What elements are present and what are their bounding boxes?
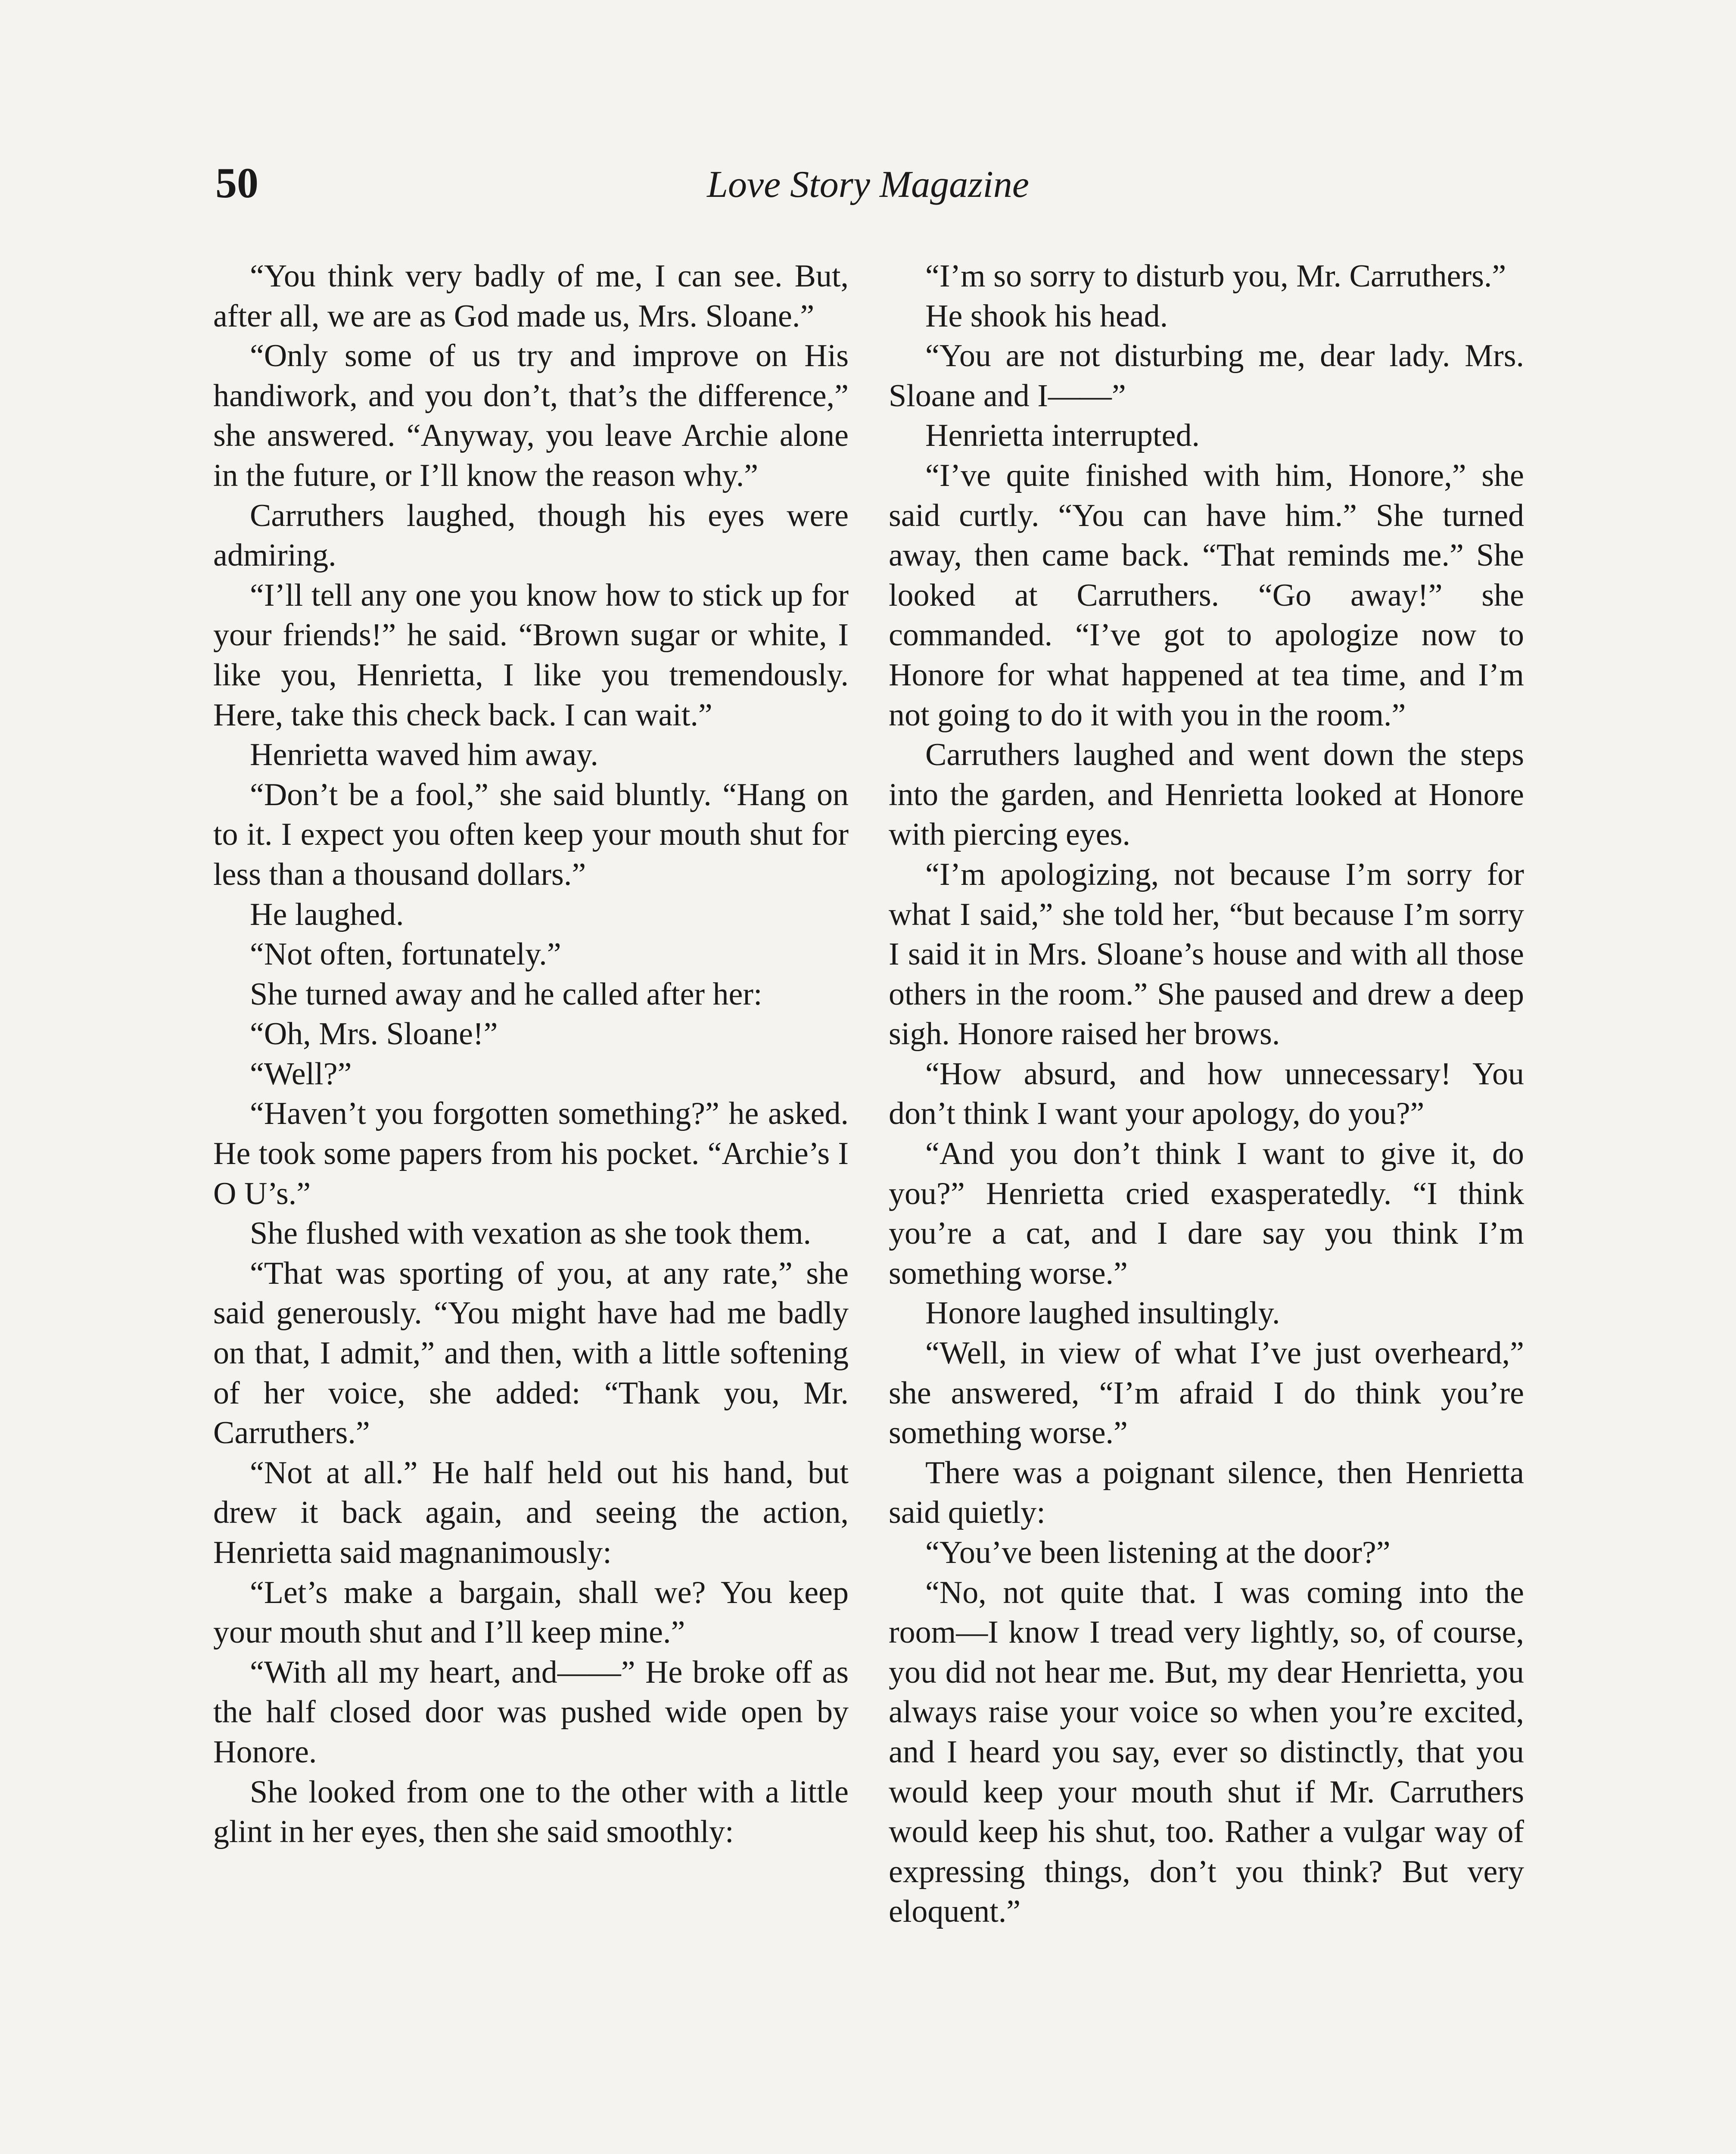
paragraph: He laughed. bbox=[250, 896, 404, 932]
paragraph: “Not often, fortunately.” bbox=[250, 937, 561, 972]
paragraph: “No, not quite that. I was coming into the room—I know I tread very lightly, so, of course, you did not hear me. But, my dear Henrietta, you always raise your voice so when you’re excited, and I heard you say, ever so distinctly, that you would keep your mouth shut if Mr. Carruthers would keep his shut, too. Rather a vulgar way of expressing things, don’t you think? But very eloquent.” bbox=[889, 1575, 1524, 1930]
paragraph: Henrietta interrupted. bbox=[925, 418, 1200, 454]
paragraph: “Don’t be a fool,” she said bluntly. “Hang on to it. I expect you often keep your mouth shut for less than a thousand dollars.” bbox=[213, 777, 849, 892]
paragraph: “Only some of us try and improve on His handiwork, and you don’t, that’s the difference,” she answered. “Anyway, you leave Archie alone in the future, or I’ll know the reason why.” bbox=[213, 338, 849, 493]
paragraph: He shook his head. bbox=[925, 298, 1168, 334]
paragraph: She looked from one to the other with a little glint in her eyes, then she said smoothly: bbox=[213, 1774, 849, 1850]
paragraph: “Oh, Mrs. Sloane!” bbox=[250, 1016, 498, 1052]
paragraph: “I’ve quite finished with him, Honore,” she said curtly. “You can have him.” She turned away, then came back. “That reminds me.” She looked at Carruthers. “Go away!” she commanded. “I’ve got to apologize now to Honore for what happened at tea time, and I’m not going to do it with you in the room.” bbox=[889, 458, 1524, 733]
paragraph: “How absurd, and how unnecessary! You don’t think I want your apology, do you?” bbox=[889, 1056, 1524, 1132]
paragraph: Carruthers laughed and went down the steps into the garden, and Henrietta looked at Honore with piercing eyes. bbox=[889, 737, 1524, 853]
paragraph: “And you don’t think I want to give it, do you?” Henrietta cried exasperatedly. “I think you’re a cat, and I dare say you think I’m something worse.” bbox=[889, 1136, 1524, 1291]
paragraph: “Not at all.” He half held out his hand, but drew it back again, and seeing the action, Henrietta said magnanimously: bbox=[213, 1455, 849, 1570]
paragraph: She flushed with vexation as she took them. bbox=[250, 1216, 812, 1251]
paragraph: Carruthers laughed, though his eyes were admiring. bbox=[213, 498, 849, 573]
paragraph: “I’m so sorry to disturb you, Mr. Carruthers.” bbox=[925, 258, 1506, 294]
magazine-title: Love Story Magazine bbox=[707, 164, 1029, 205]
right-column bbox=[889, 256, 1524, 1932]
paragraph: “Well?” bbox=[250, 1056, 352, 1092]
left-column bbox=[213, 256, 849, 1852]
paragraph: “You think very badly of me, I can see. But, after all, we are as God made us, Mrs. Sloane.” bbox=[213, 258, 849, 334]
paragraph: “I’m apologizing, not because I’m sorry for what I said,” she told her, “but because I’m sorry I said it in Mrs. Sloane’s house and with all those others in the room.” She paused and drew a deep sigh. Honore raised her brows. bbox=[889, 856, 1524, 1052]
paragraph: There was a poignant silence, then Henrietta said quietly: bbox=[889, 1455, 1524, 1531]
paragraph: “Let’s make a bargain, shall we? You keep your mouth shut and I’ll keep mine.” bbox=[213, 1575, 849, 1650]
paragraph: “That was sporting of you, at any rate,” she said generously. “You might have had me badly on that, I admit,” and then, with a little softening of her voice, she added: “Thank you, Mr. Carruthers.” bbox=[213, 1255, 849, 1451]
page-number: 50 bbox=[215, 159, 258, 207]
paragraph: “Well, in view of what I’ve just overheard,” she answered, “I’m afraid I do think you’re something worse.” bbox=[889, 1335, 1524, 1451]
paragraph: Honore laughed insultingly. bbox=[925, 1295, 1280, 1331]
paragraph: Henrietta waved him away. bbox=[250, 737, 598, 773]
paragraph: “You are not disturbing me, dear lady. Mrs. Sloane and I——” bbox=[889, 338, 1524, 414]
paragraph: “I’ll tell any one you know how to stick up for your friends!” he said. “Brown sugar or white, I like you, Henrietta, I like you tremendously. Here, take this check back. I can wait.” bbox=[213, 577, 849, 733]
paragraph: “With all my heart, and——” He broke off as the half closed door was pushed wide open by Honore. bbox=[213, 1654, 849, 1770]
paragraph: She turned away and he called after her: bbox=[250, 976, 762, 1012]
paragraph: “Haven’t you forgotten something?” he asked. He took some papers from his pocket. “Archie’s I O U’s.” bbox=[213, 1096, 849, 1211]
paragraph: “You’ve been listening at the door?” bbox=[925, 1535, 1391, 1570]
